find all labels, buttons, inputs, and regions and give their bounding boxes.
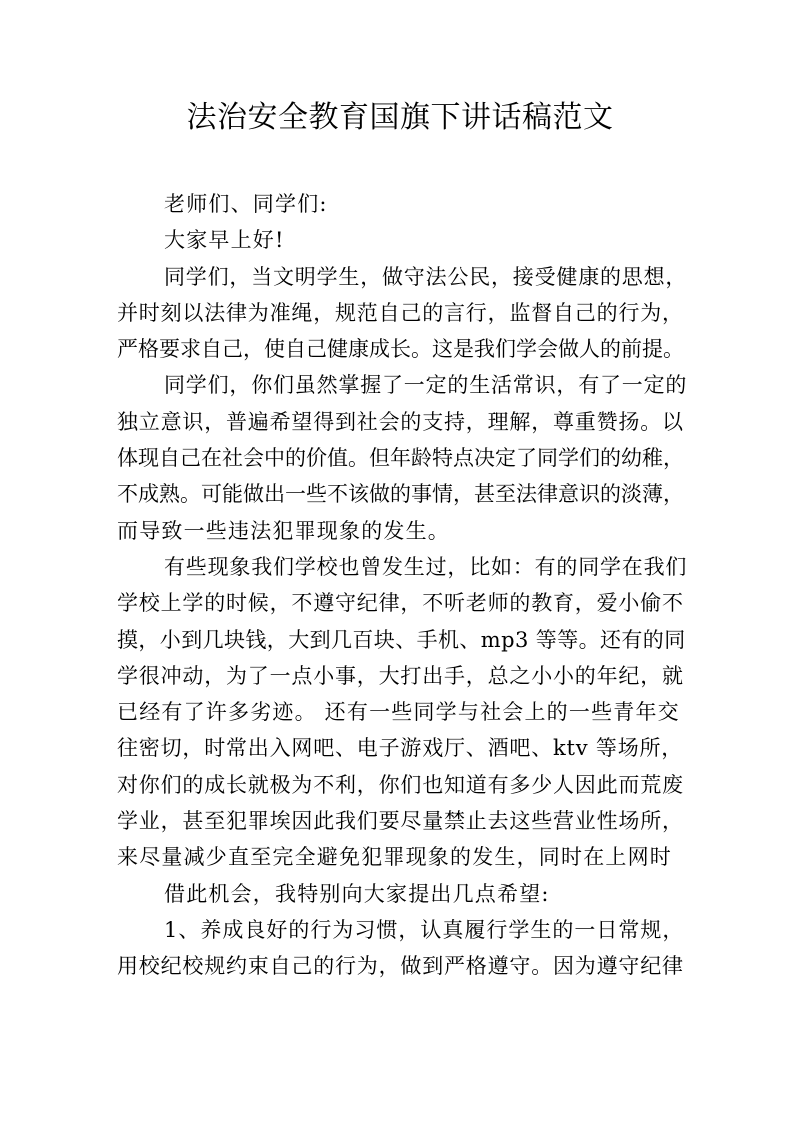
text-line: 学业，甚至犯罪埃因此我们要尽量禁止去这些营业性场所， [117, 809, 684, 834]
text-line: 借此机会，我特别向大家提出几点希望: [164, 881, 550, 906]
text-line: 大家早上好! [164, 228, 285, 253]
text-line: 体现自己在社会中的价值。但年龄特点决定了同学们的幼稚， [117, 446, 684, 471]
text-line: 而导致一些违法犯罪现象的发生。 [117, 518, 450, 543]
text-line: 老师们、同学们: [164, 192, 328, 216]
text-line: 对你们的成长就极为不利，你们也知道有多少人因此而荒废 [117, 772, 684, 797]
text-line: 学很冲动，为了一点小事，大打出手，总之小小的年纪，就 [117, 663, 684, 688]
document-title: 法治安全教育国旗下讲话稿范文 [186, 100, 614, 135]
text-line: 独立意识，普遍希望得到社会的支持，理解，尊重赞扬。以 [117, 409, 684, 434]
text-line: 用校纪校规约束自己的行为，做到严格遵守。因为遵守纪律 [117, 954, 684, 979]
text-line: 学校上学的时候，不遵守纪律，不听老师的教育，爱小偷不 [117, 591, 684, 616]
text-line: 1、养成良好的行为习惯，认真履行学生的一日常规， [164, 917, 685, 942]
text-line: 严格要求自己，使自己健康成长。这是我们学会做人的前提。 [117, 337, 684, 362]
text-line: 并时刻以法律为准绳，规范自己的言行，监督自己的行为， [117, 300, 684, 325]
text-line: 已经有了许多劣迹。 还有一些同学与社会上的一些青年交 [117, 700, 680, 725]
text-line: 往密切，时常出入网吧、电子游戏厅、酒吧、ktv 等场所， [117, 736, 684, 761]
text-line: 同学们，当文明学生，做守法公民，接受健康的思想， [164, 264, 688, 289]
text-line: 不成熟。可能做出一些不该做的事情，甚至法律意识的淡薄， [117, 482, 684, 507]
text-line: 有些现象我们学校也曾发生过，比如：有的同学在我们 [164, 554, 688, 579]
text-line: 同学们，你们虽然掌握了一定的生活常识，有了一定的 [164, 373, 688, 398]
document-body [117, 186, 687, 985]
text-line: 摸，小到几块钱，大到几百块、手机、mp3 等等。还有的同 [117, 627, 686, 652]
text-line: 来尽量减少直至完全避免犯罪现象的发生，同时在上网时 [117, 845, 672, 870]
